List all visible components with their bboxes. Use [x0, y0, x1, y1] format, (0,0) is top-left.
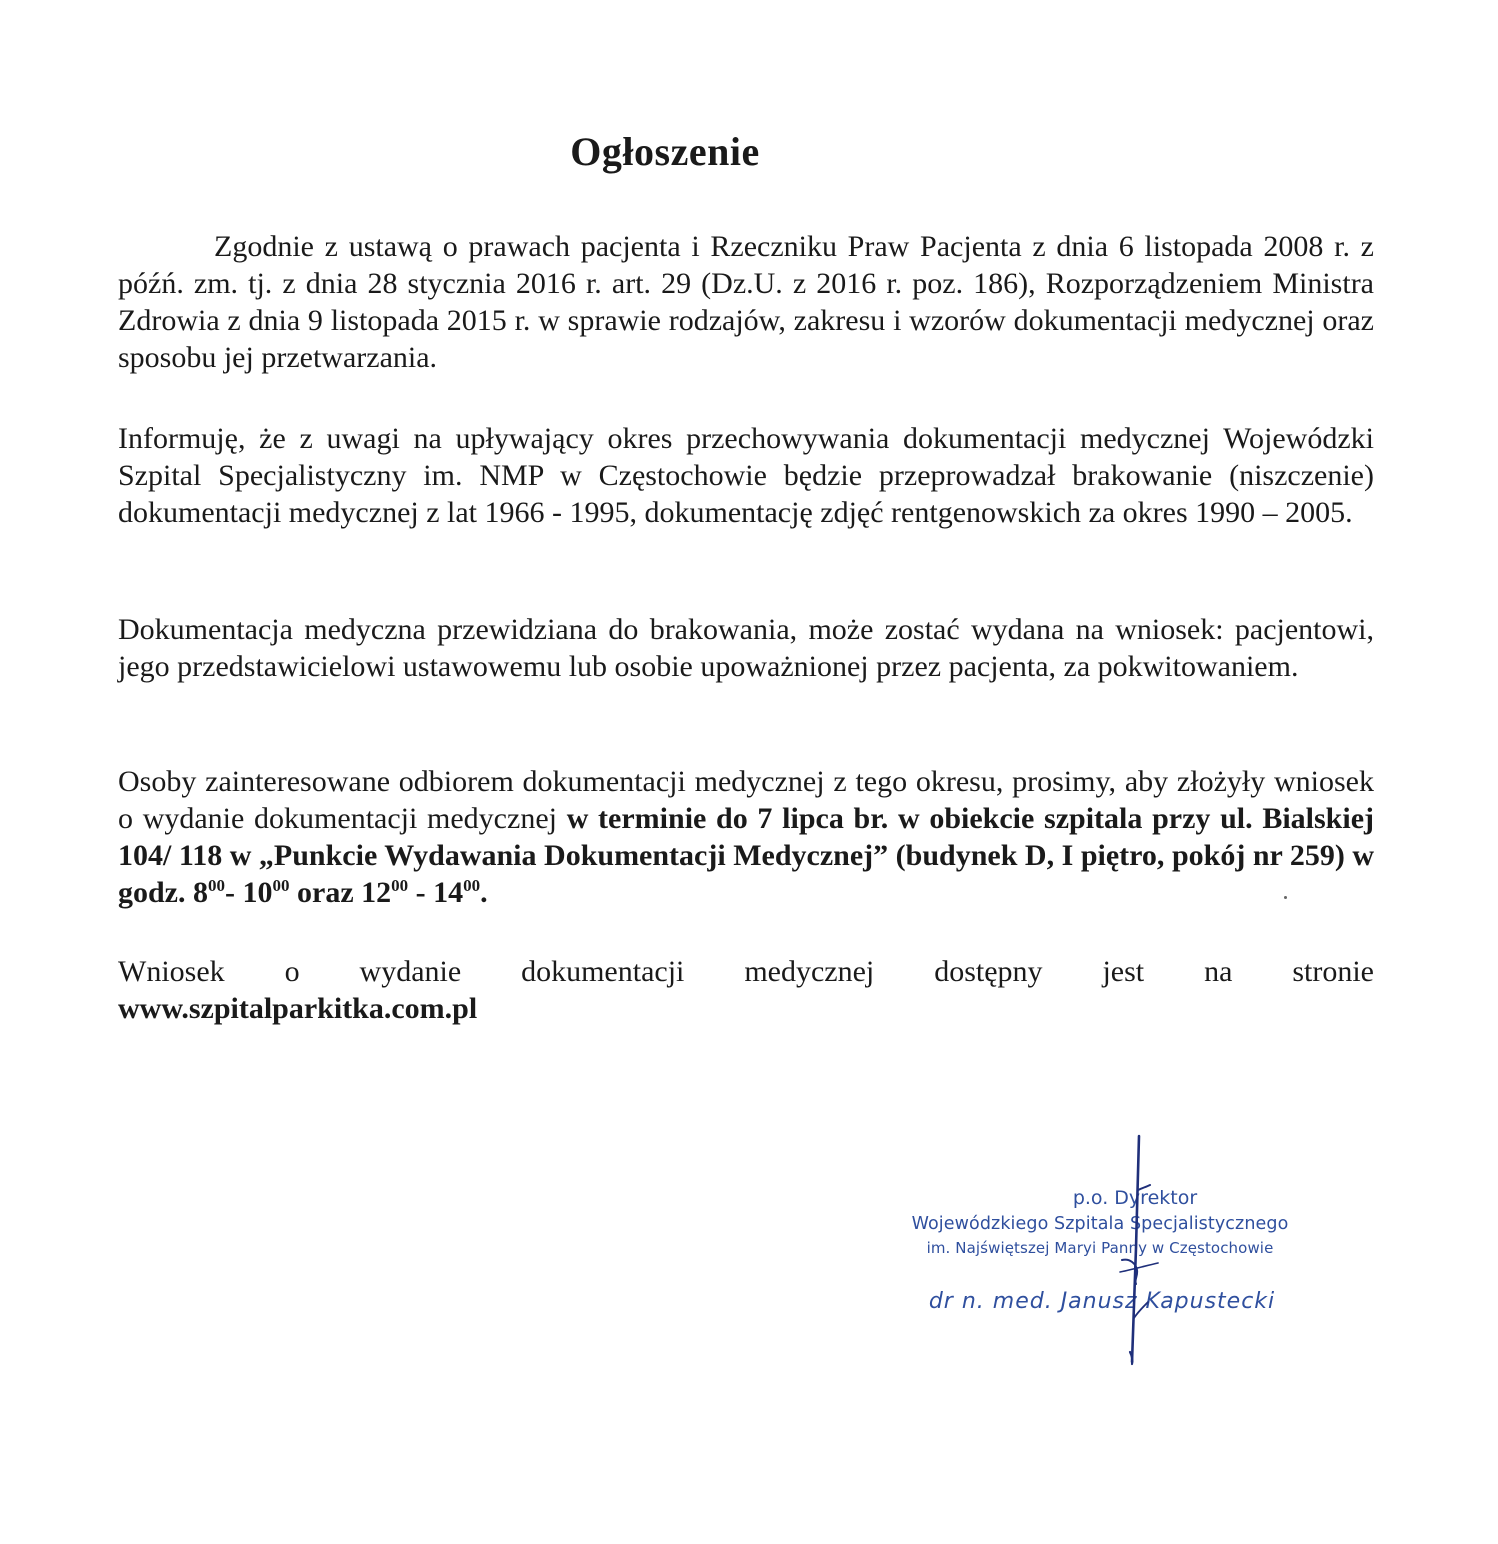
request-text: Osoby zainteresowane odbiorem dokumentacji medycznej z tego okresu, prosimy, aby złożyły wniosek o wydanie dokumentacji medycznej [118, 765, 1374, 835]
hours-start-2: $12^{00}$ [361, 876, 409, 909]
request-deadline-location: w terminie do 7 lipca br. w obiekcie szpitala przy ul. Bialskiej 104/ 118 w „Punkcie Wydawania Dokumentacji Medycznej” (budynek D, I piętro, pokój nr 259) w godz. [118, 802, 1375, 909]
form-availability-text: Wniosek o wydanie dokumentacji medycznej dostępny jest na stronie [118, 955, 1374, 988]
scan-speck [1284, 896, 1287, 899]
paragraph-release-conditions: Dokumentacja medyczna przewidziana do brakowania, może zostać wydana na wniosek: pacjentowi, jego przedstawicielowi ustawowemu lub osobie upoważnionej przez pacjenta, za pokwitowaniem. [118, 613, 1374, 683]
paragraph-request-instructions: Osoby zainteresowane odbiorem dokumentacji medycznej z tego okresu, prosimy, aby złożyły wniosek o wydanie dokumentacji medycznej w terminie do 7 lipca br. w obiekcie szpitala przy ul. Bialskiej 104/ 118 w „Punkcie Wydawania Dokumentacji Medycznej” (budynek D, I piętro, pokój nr 259) w godz. $8^{00}-$ $10^{00}$ oraz $12^{00} - 14^{00}$. [118, 765, 1375, 909]
website-url: www.szpitalparkitka.com.pl [118, 992, 478, 1025]
stamp-institution-full: im. Najświętszej Maryi Panny w Częstochowie [926, 1239, 1274, 1257]
hours-end-1: $10^{00}$ [242, 876, 290, 909]
stamp-director-name: dr n. med. Janusz Kapustecki [928, 1289, 1276, 1314]
stamp-institution: Wojewódzkiego Szpitala Specjalistycznego [911, 1214, 1289, 1234]
hours-end-2: $14^{00}$ [433, 876, 481, 909]
paragraph-form-availability [118, 953, 1374, 1027]
paragraph-legal-basis: Zgodnie z ustawą o prawach pacjenta i Rzeczniku Praw Pacjenta z dnia 6 listopada 2008 r. z późń. zm. tj. z dnia 28 stycznia 2016 r. art. 29 (Dz.U. z 2016 r. poz. 186), Rozporządzeniem Ministra Zdrowia z dnia 9 listopada 2015 r. w sprawie rodzajów, zakresu i wzorów dokumentacji medycznej oraz sposobu jej przetwarzania. [118, 230, 1374, 374]
handwritten-signature [1090, 1130, 1190, 1370]
paragraph-information: Informuję, że z uwagi na upływający okres przechowywania dokumentacji medycznej Wojewódzki Szpital Specjalistyczny im. NMP w Częstochowie będzie przeprowadzał brakowanie (niszczenie) dokumentacji medycznej z lat 1966 - 1995, dokumentację zdjęć rentgenowskich za okres 1990 – 2005. [118, 422, 1374, 529]
hours-start-1: $8^{00}$ [193, 876, 225, 909]
stamp-position: p.o. Dyrektor [1072, 1187, 1198, 1209]
document-title: Ogłoszenie [570, 129, 760, 174]
